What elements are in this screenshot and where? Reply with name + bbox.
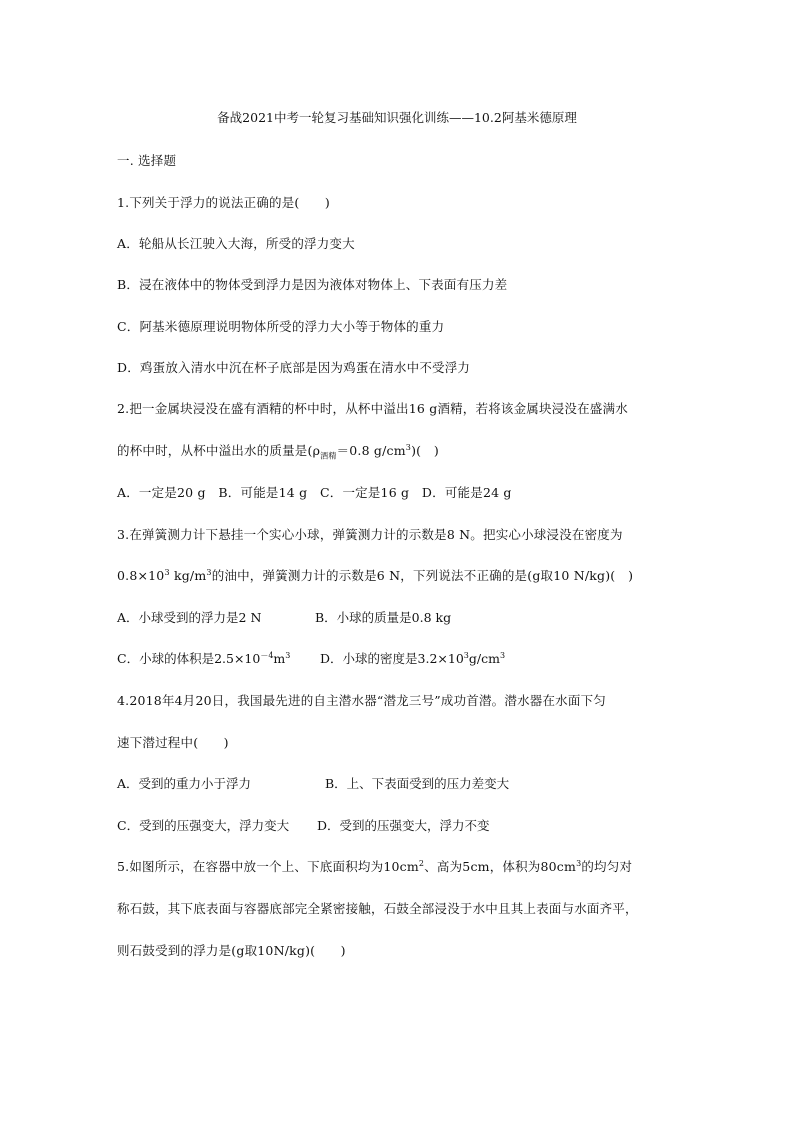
q5-stem-line1-c: 的均匀对: [581, 859, 633, 874]
q3-option-d-sup2: 3: [499, 650, 506, 660]
q5-stem-line1-a: 5.如图所示，在容器中放一个上、下底面积均为10cm: [117, 859, 419, 874]
q2-stem-line2-c: )( ): [411, 443, 440, 458]
q2-stem-line2-a: 的杯中时，从杯中溢出水的质量是(ρ: [117, 443, 321, 458]
q3-option-b: B．小球的质量是0.8 kg: [315, 610, 452, 625]
q3-option-d: [320, 651, 505, 667]
q3-stem-line1: 3.在弹簧测力计下悬挂一个实心小球，弹簧测力计的示数是8 N。把实心小球浸没在密度为: [117, 527, 623, 542]
q4-choices-row1: [117, 776, 509, 792]
q2-stem-line2: [117, 443, 439, 459]
document-title: 备战2021中考一轮复习基础知识强化训练——10.2阿基米德原理: [217, 110, 577, 125]
q3-option-c-b: m: [273, 651, 286, 666]
q1-option-c: C．阿基米德原理说明物体所受的浮力大小等于物体的重力: [117, 319, 445, 334]
q5-stem-line1: [117, 859, 632, 875]
q1-stem: 1.下列关于浮力的说法正确的是( ): [117, 195, 330, 210]
q2-stem-line2-sub: 酒精: [320, 451, 337, 461]
q3-stem-line2-c: 的油中，弹簧测力计的示数是6 N，下列说法不正确的是(g取10 N/kg)( ): [211, 568, 634, 583]
q3-option-c-sup2: 3: [285, 650, 291, 660]
q3-option-d-b: g/cm: [468, 651, 500, 666]
q4-option-b: B．上、下表面受到的压力差变大: [325, 776, 510, 791]
q3-option-d-a: D．小球的密度是3.2×10: [320, 651, 464, 666]
q2-stem-line1: 2.把一金属块浸没在盛有酒精的杯中时，从杯中溢出16 g酒精，若将该金属块浸没在盛满水: [117, 401, 628, 416]
q5-stem-line3: 则石鼓受到的浮力是(g取10N/kg)( ): [117, 943, 346, 958]
q5-stem-line1-sup2: 3: [576, 858, 582, 868]
q3-option-c: [117, 651, 320, 667]
q3-option-a: A．小球受到的浮力是2 N: [117, 610, 262, 625]
q3-stem-line2-sup1: 3: [164, 567, 170, 577]
q5-stem-line2: 称石鼓，其下底表面与容器底部完全紧密接触，石鼓全部浸没于水中且其上表面与水面齐平，: [117, 901, 638, 916]
q3-choices-row2: [117, 651, 505, 667]
q2-stem-line2-b: ＝0.8 g/cm: [336, 443, 406, 458]
q4-stem-line2: 速下潜过程中( ): [117, 735, 229, 750]
q2-choices: A．一定是20 g B．可能是14 g C．一定是16 g D．可能是24 g: [117, 485, 512, 500]
q5-stem-line1-b: 、高为5cm，体积为80cm: [424, 859, 577, 874]
q4-choices-row2: [117, 818, 490, 834]
q1-option-b: B．浸在液体中的物体受到浮力是因为液体对物体上、下表面有压力差: [117, 277, 508, 292]
q4-option-c: C．受到的压强变大，浮力变大: [117, 818, 290, 833]
q3-option-d-sup1: 3: [463, 650, 469, 660]
q3-option-c-a: C．小球的体积是2.5×10: [117, 651, 261, 666]
q5-stem-line1-sup1: 2: [418, 858, 425, 868]
q3-stem-line2: [117, 568, 633, 584]
q3-choices-row1: [117, 610, 451, 626]
q1-option-a: A．轮船从长江驶入大海，所受的浮力变大: [117, 236, 355, 251]
q4-option-a: A．受到的重力小于浮力: [117, 776, 252, 791]
q3-stem-line2-sup2: 3: [206, 567, 212, 577]
q3-stem-line2-a: 0.8×10: [117, 568, 165, 583]
q3-option-c-sup1: －4: [260, 650, 274, 660]
section-heading: 一. 选择题: [117, 153, 177, 168]
q4-option-d: D．受到的压强变大，浮力不变: [317, 818, 490, 833]
q3-stem-line2-b: kg/m: [169, 568, 207, 583]
q4-stem-line1: 4.2018年4月20日，我国最先进的自主潜水器“潜龙三号”成功首潜。潜水器在水面下匀: [117, 693, 606, 708]
q2-stem-line2-sup: 3: [405, 442, 412, 452]
q1-option-d: D．鸡蛋放入清水中沉在杯子底部是因为鸡蛋在清水中不受浮力: [117, 360, 471, 375]
